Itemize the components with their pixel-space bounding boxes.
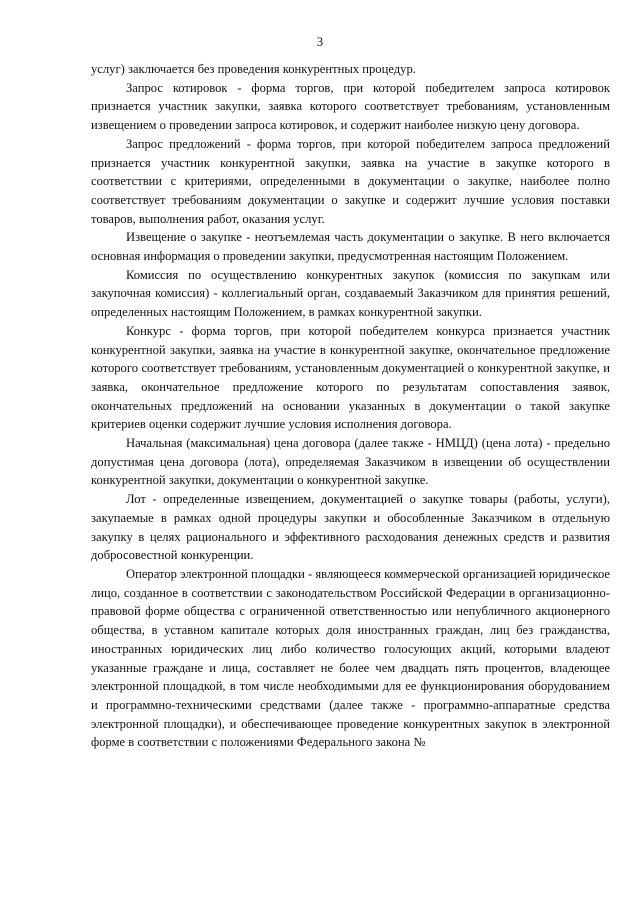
paragraph-procurement-commission: Комиссия по осуществлению конкурентных закупок (комиссия по закупкам или закупочная комиссия) - коллегиальный орган, создаваемый Заказчиком для принятия решений, определенных настоящим Положением, в рамках конкурентной закупки.	[91, 267, 610, 320]
paragraph-procurement-notice: Извещение о закупке - неотъемлемая часть документации о закупке. В него включается основная информация о проведении закупки, предусмотренная настоящим Положением.	[91, 230, 610, 264]
document-body	[91, 60, 610, 752]
paragraph-tender: Конкурс - форма торгов, при которой победителем конкурса признается участник конкурентной закупки, заявка на участие в конкурентной закупке, окончательное предложение которого соответствует требованиям, установленным документацией о конкурентной закупке, и заявка, окончательное предложение которого по результатам сопоставления заявок, окончательных предложений на основании указанных в документации о такой закупке критериев оценки содержит лучшие условия исполнения договора.	[91, 323, 610, 432]
paragraph-initial-max-price: Начальная (максимальная) цена договора (далее также - НМЦД) (цена лота) - предельно допустимая цена договора (лота), определяемая Заказчиком в извещении об осуществлении конкурентной закупки, документации о конкурентной закупке.	[91, 436, 610, 488]
paragraph-request-quotations: Запрос котировок - форма торгов, при которой победителем запроса котировок признается участник закупки, заявка которого соответствует требованиям, установленным извещением о проведении запроса котировок, и содержит наиболее низкую цену договора.	[91, 80, 610, 133]
paragraph-continued: услуг) заключается без проведения конкурентных процедур.	[91, 62, 416, 76]
paragraph-platform-operator: Оператор электронной площадки - являющееся коммерческой организацией юридическое лицо, созданное в соответствии с законодательством Российской Федерации в организационно-правовой форме общества с ограниченной ответственностью или непубличного акционерного общества, в уставном капитале которых доля иностранных граждан, лиц без гражданства, иностранных юридических лиц либо количество голосующих акций, которыми владеют указанные граждане и лица, составляет не более чем двадцать пять процентов, владеющее электронной площадкой, в том числе необходимыми для ее функционирования оборудованием и программно-техническими средствами (далее также - программно-аппаратные средства электронной площадки), и обеспечивающее проведение конкурентных закупок в электронной форме в соответствии с положениями Федерального закона №	[91, 566, 610, 750]
page-number: 3	[316, 35, 324, 49]
paragraph-request-proposals: Запрос предложений - форма торгов, при которой победителем запроса предложений признается участник конкурентной закупки, заявка на участие в закупке которого в соответствии с критериями, определенными в документации о закупке, наиболее полно соответствует требованиям документации о закупке и содержит лучшие условия поставки товаров, выполнения работ, оказания услуг.	[91, 136, 610, 226]
paragraph-lot: Лот - определенные извещением, документацией о закупке товары (работы, услуги), закупаемые в рамках одной процедуры закупки и обособленные Заказчиком в отдельную закупку в целях рационального и эффективного расходования денежных средств и развития добросовестной конкуренции.	[91, 492, 610, 563]
